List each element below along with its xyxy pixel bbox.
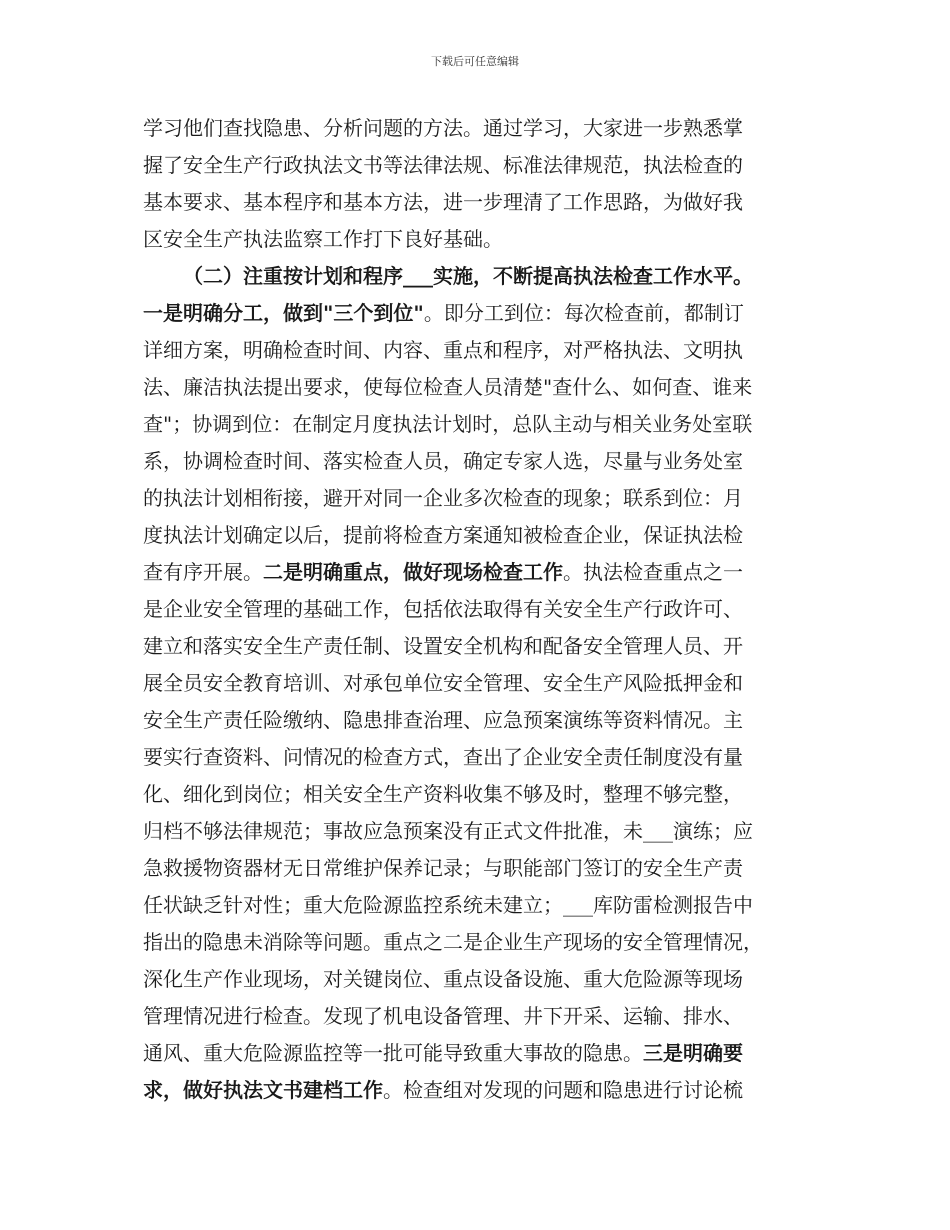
- text-run: 系，协调检查时间、落实检查人员，确定专家人选，尽量与业务处室: [143, 449, 743, 473]
- bold-text-run: （二）注重按计划和程序___实施，不断提高执法检查工作水平。: [183, 264, 753, 288]
- text-line: [143, 406, 813, 443]
- text-line: [143, 1072, 813, 1109]
- text-line: [143, 1035, 813, 1072]
- text-line: [143, 258, 813, 295]
- text-run: 展全员安全教育培训、对承包单位安全管理、安全生产风险抵押金和: [143, 671, 743, 695]
- text-line: [143, 554, 813, 591]
- text-run: 详细方案，明确检查时间、内容、重点和程序，对严格执法、文明执: [143, 338, 743, 362]
- text-line: [143, 924, 813, 961]
- page-header: 下载后可任意编辑: [431, 55, 519, 68]
- text-line: [143, 776, 813, 813]
- text-run: 急救援物资器材无日常维护保养记录；与职能部门签订的安全生产责: [143, 856, 743, 880]
- text-line: [143, 110, 813, 147]
- text-run: 管理情况进行检查。发现了机电设备管理、井下开采、运输、排水、: [143, 1004, 743, 1028]
- bold-text-run: 三是明确要: [643, 1041, 743, 1065]
- text-run: 。即分工到位：每次检查前，都制订: [423, 301, 744, 325]
- text-line: [143, 480, 813, 517]
- text-line: [143, 998, 813, 1035]
- text-line: [143, 295, 813, 332]
- text-run: 深化生产作业现场，对关键岗位、重点设备设施、重大危险源等现场: [143, 967, 743, 991]
- text-line: [143, 591, 813, 628]
- text-line: [143, 665, 813, 702]
- text-run: 通风、重大危险源监控等一批可能导致重大事故的隐患。: [143, 1041, 643, 1065]
- text-run: 指出的隐患未消除等问题。重点之二是企业生产现场的安全管理情况，: [143, 930, 763, 954]
- text-run: 查"；协调到位：在制定月度执法计划时，总队主动与相关业务处室联: [143, 412, 753, 436]
- text-line: [143, 961, 813, 998]
- text-line: [143, 332, 813, 369]
- text-line: [143, 739, 813, 776]
- text-line: [143, 221, 813, 258]
- text-line: [143, 628, 813, 665]
- bold-text-run: 二是明确重点，做好现场检查工作: [263, 560, 563, 584]
- text-run: 的执法计划相衔接，避开对同一企业多次检查的现象；联系到位：月: [143, 486, 743, 510]
- text-line: [143, 147, 813, 184]
- text-line: [143, 443, 813, 480]
- text-line: [143, 850, 813, 887]
- text-line: [143, 813, 813, 850]
- text-run: 归档不够法律规范；事故应急预案没有正式文件批准，未___演练；应: [143, 819, 753, 843]
- text-run: 区安全生产执法监察工作打下良好基础。: [143, 227, 503, 251]
- text-run: 化、细化到岗位；相关安全生产资料收集不够及时，整理不够完整，: [143, 782, 743, 806]
- text-run: 安全生产责任险缴纳、隐患排查治理、应急预案演练等资料情况。主: [143, 708, 743, 732]
- text-run: 握了安全生产行政执法文书等法律法规、标准法律规范，执法检查的: [143, 153, 743, 177]
- text-line: [143, 369, 813, 406]
- text-run: 度执法计划确定以后，提前将检查方案通知被检查企业，保证执法检: [143, 523, 743, 547]
- text-run: 学习他们查找隐患、分析问题的方法。通过学习，大家进一步熟悉掌: [143, 116, 743, 140]
- text-run: 要实行查资料、问情况的检查方式，查出了企业安全责任制度没有量: [143, 745, 743, 769]
- text-line: [143, 702, 813, 739]
- text-run: 建立和落实安全生产责任制、设置安全机构和配备安全管理人员、开: [143, 634, 743, 658]
- bold-text-run: 一是明确分工，做到"三个到位": [143, 301, 424, 325]
- text-line: [143, 184, 813, 221]
- text-run: 。检查组对发现的问题和隐患进行讨论梳: [383, 1078, 743, 1102]
- document-body: [143, 110, 813, 1109]
- bold-text-run: 求，做好执法文书建档工作: [143, 1078, 383, 1102]
- text-run: 查有序开展。: [143, 560, 263, 584]
- text-run: 基本要求、基本程序和基本方法，进一步理清了工作思路，为做好我: [143, 190, 743, 214]
- text-run: 任状缺乏针对性；重大危险源监控系统未建立；___库防雷检测报告中: [143, 893, 753, 917]
- text-line: [143, 887, 813, 924]
- text-run: 是企业安全管理的基础工作，包括依法取得有关安全生产行政许可、: [143, 597, 743, 621]
- text-line: [143, 517, 813, 554]
- text-run: 法、廉洁执法提出要求，使每位检查人员清楚"查什么、如何查、谁来: [143, 375, 753, 399]
- text-run: 。执法检查重点之一: [563, 560, 743, 584]
